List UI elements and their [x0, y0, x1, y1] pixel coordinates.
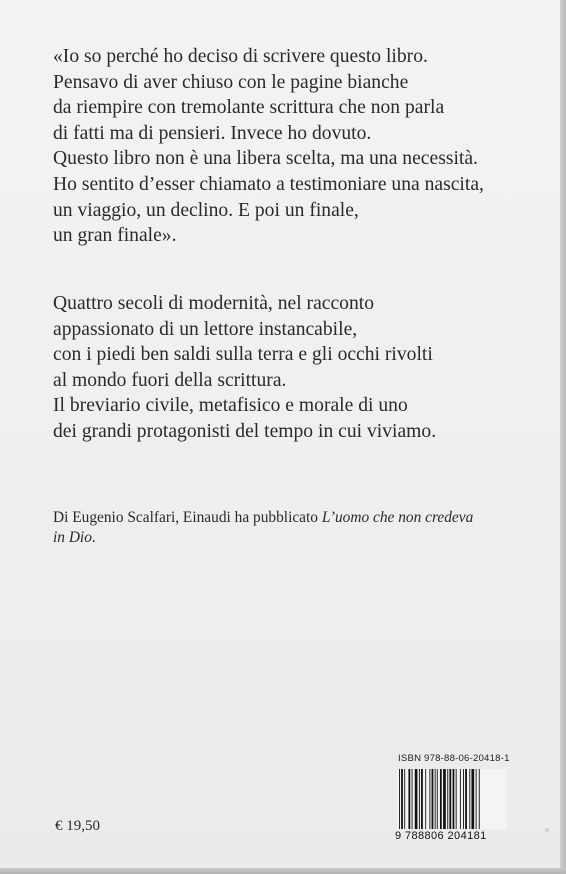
barcode-digits: 9 788806 204181 — [395, 830, 487, 842]
note-title-part1: L’uomo che non credeva — [321, 509, 474, 526]
barcode-block — [395, 753, 509, 845]
blurb-description — [53, 291, 533, 445]
description-line: con i piedi ben saldi sulla terra e gli occhi rivolti — [53, 344, 433, 366]
quote-line: un gran finale». — [53, 225, 177, 247]
author-note — [53, 508, 523, 548]
description-line: appassionato di un lettore instancabile, — [53, 318, 358, 340]
right-edge — [560, 0, 566, 874]
description-line: Quattro secoli di modernità, nel racconto — [53, 293, 375, 314]
quote-line: Ho sentito d’esser chiamato a testimoniare una nascita, — [53, 173, 484, 195]
bottom-edge — [0, 868, 566, 874]
note-prefix: Di Eugenio Scalfari, Einaudi ha pubblicato — [53, 509, 322, 526]
description-line: dei grandi protagonisti del tempo in cui viviamo. — [53, 420, 437, 442]
description-line: al mondo fuori della scrittura. — [53, 369, 287, 391]
quote-line: «Io so perché ho deciso di scrivere questo libro. — [53, 46, 428, 67]
corner-mark — [545, 828, 549, 832]
blurb-quote — [53, 44, 533, 249]
price-label: € 19,50 — [55, 818, 100, 834]
note-line-2 — [53, 528, 523, 548]
note-title-part2: in Dio — [53, 529, 92, 546]
quote-line: Pensavo di aver chiuso con le pagine bianche — [53, 71, 409, 93]
quote-line: un viaggio, un declino. E poi un finale, — [53, 199, 359, 221]
quote-line: di fatti ma di pensieri. Invece ho dovuto. — [53, 122, 372, 144]
quote-line: da riempire con tremolante scrittura che non parla — [53, 97, 445, 119]
quote-line: Questo libro non è una libera scelta, ma una necessità. — [53, 148, 478, 170]
note-line-1 — [53, 508, 523, 528]
isbn-label: ISBN 978-88-06-20418-1 — [398, 753, 510, 764]
barcode-image — [397, 769, 507, 829]
note-suffix: . — [91, 529, 96, 546]
description-line: Il breviario civile, metafisico e morale di uno — [53, 395, 408, 417]
